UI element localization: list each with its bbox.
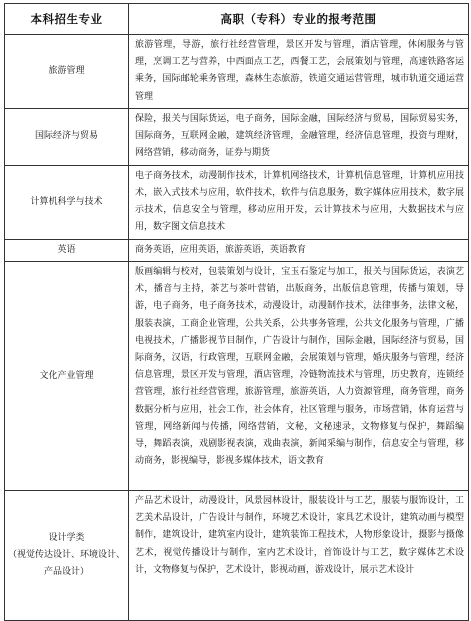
table-row [5, 108, 469, 165]
header-undergraduate-major: 本科招生专业 [5, 4, 129, 35]
scope-cell: 电子商务技术，动漫制作技术，计算机网络技术，计算机信息管理，计算机应用技术，嵌入式技术与应用，软件技术，软件与信息服务，数字媒体应用技术，数字展示技术，信息安全与管理，移动应用开发，云计算技术与应用，大数据技术与应用，数字图文信息技术 [129, 165, 469, 239]
table-row [5, 491, 469, 621]
table-row [5, 262, 469, 491]
scope-cell: 商务英语，应用英语，旅游英语，英语教育 [129, 239, 469, 261]
scope-cell: 保险，报关与国际货运，电子商务，国际金融，国际经济与贸易，国际贸易实务，国际商务，互联网金融，建筑经济管理，金融管理，经济信息管理，投资与理财，网络营销，移动商务，证券与期货 [129, 108, 469, 165]
major-cell: 旅游管理 [5, 35, 129, 109]
table-row [5, 165, 469, 239]
table-row [5, 239, 469, 261]
major-cell: 英语 [5, 239, 129, 261]
major-cell: 国际经济与贸易 [5, 108, 129, 165]
table-row [5, 35, 469, 109]
header-vocational-scope: 高职（专科）专业的报考范围 [129, 4, 469, 35]
major-cell: 计算机科学与技术 [5, 165, 129, 239]
scope-cell: 产品艺术设计，动漫设计，风景园林设计，服装设计与工艺，服装与服饰设计，工艺美术品设计，广告设计与制作，环境艺术设计，家具艺术设计，建筑动画与模型制作，建筑设计，建筑室内设计，建筑装饰工程技术，人物形象设计，摄影与摄像艺术，视觉传播设计与制作，室内艺术设计，首饰设计与工艺，数字媒体艺术设计，文物修复与保护，艺术设计，影视动画，游戏设计，展示艺术设计 [129, 491, 469, 621]
admission-scope-table [4, 3, 469, 621]
scope-cell: 旅游管理，导游，旅行社经营管理，景区开发与管理，酒店管理，休闲服务与管理，烹调工艺与营养，中西面点工艺，西餐工艺，会展策划与管理，高速铁路客运乘务，国际邮轮乘务管理，森林生态旅游，铁道交通运营管理，城市轨道交通运营管理 [129, 35, 469, 109]
scope-cell: 版画编辑与校对，包装策划与设计，宝玉石鉴定与加工，报关与国际货运，表演艺术，播音与主持，茶艺与茶叶营销，出版商务，出版信息管理，传播与策划，导游，电子商务，电子商务技术，动漫设计，动漫制作技术，法律事务，法律文秘，服装表演，工商企业管理，公共关系，公共事务管理，公共文化服务与管理，广播电视技术，广播影视节目制作，广告设计与制作，国际金融，国际经济与贸易，国际商务，汉语，行政管理，互联网金融，会展策划与管理，婚庆服务与管理，经济信息管理，景区开发与管理，酒店管理，冷链物流技术与管理，历史教育，连锁经营管理，旅行社经营管理，旅游管理，旅游英语，人力资源管理，商务管理，商务数据分析与应用，社会工作，社会体育，社区管理与服务，市场营销，体育运营与管理，网络新闻与传播，网络营销，文秘，文秘速录，文物修复与保护，舞蹈编导，舞蹈表演，戏剧影视表演，戏曲表演，新闻采编与制作，信息安全与管理，移动商务，影视编导，影视多媒体技术，语文教育 [129, 262, 469, 491]
major-cell: 设计学类 （视觉传达设计、环境设计、产品设计） [5, 491, 129, 621]
major-cell: 文化产业管理 [5, 262, 129, 491]
table-header-row [5, 4, 469, 35]
